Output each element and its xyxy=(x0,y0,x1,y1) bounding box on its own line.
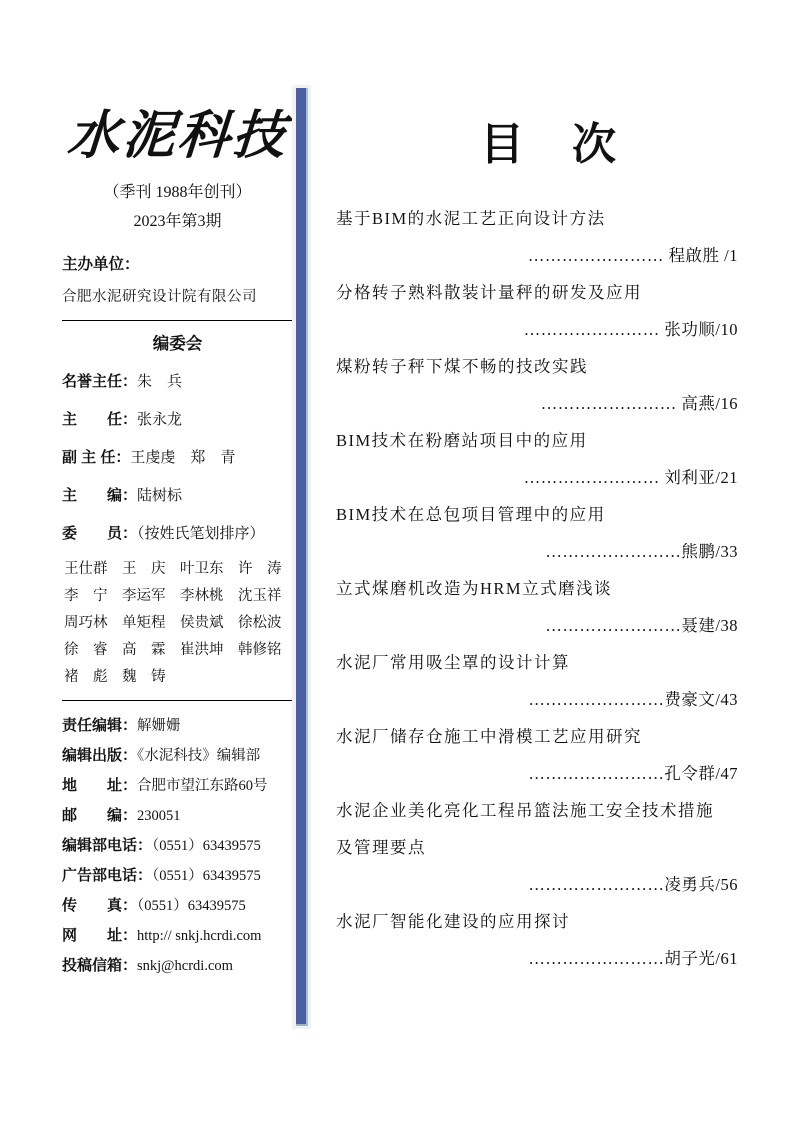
imprint-row-label: 广告部电话： xyxy=(62,867,153,884)
toc-entry-author: ……………………凌勇兵/56 xyxy=(528,875,738,894)
toc-entry-title: 基于BIM的水泥工艺正向设计方法 xyxy=(336,209,606,228)
board-row-value: 朱 兵 xyxy=(137,374,183,390)
toc-entry-title: BIM技术在总包项目管理中的应用 xyxy=(336,505,606,524)
imprint-row-value: （0551）63439575 xyxy=(137,898,246,914)
member-name: 许 涛 xyxy=(238,561,282,577)
imprint-row-ad-phone xyxy=(62,865,293,887)
toc-entry-author: ……………………胡子光/61 xyxy=(528,949,738,968)
board-row-value: （按姓氏笔划排序） xyxy=(137,526,265,542)
imprint-row-label: 责任编辑： xyxy=(62,717,138,734)
board-row-label: 委 员： xyxy=(62,525,138,542)
member-name: 褚 彪 xyxy=(64,669,108,685)
toc-column xyxy=(336,118,762,977)
toc-entry-author: …………………… 程啟胜 /1 xyxy=(527,246,738,265)
imprint-row-label: 地 址： xyxy=(62,777,138,794)
imprint-section xyxy=(62,715,293,977)
accent-bar-frame xyxy=(292,85,311,1029)
board-row-value: 张永龙 xyxy=(137,412,183,428)
accent-divider-bar xyxy=(296,88,308,1026)
imprint-row-address xyxy=(62,775,293,797)
toc-list xyxy=(336,200,762,977)
imprint-row-label: 投稿信箱： xyxy=(62,957,138,974)
board-row-label: 主 编： xyxy=(62,487,138,504)
toc-entry-title: BIM技术在粉磨站项目中的应用 xyxy=(336,431,588,450)
toc-entry-title: 水泥厂常用吸尘罩的设计计算 xyxy=(336,653,570,672)
toc-entry-author: ……………………费豪文/43 xyxy=(528,690,738,709)
imprint-row-fax xyxy=(62,895,293,917)
toc-entry-author: ……………………聂建/38 xyxy=(545,616,738,635)
submission-email: snkj@hcrdi.com xyxy=(137,958,233,974)
website-url: http:// snkj.hcrdi.com xyxy=(137,928,262,944)
imprint-row-value: 《水泥科技》编辑部 xyxy=(137,748,261,764)
imprint-row-value: 合肥市望江东路60号 xyxy=(137,778,268,794)
journal-subtitle: （季刊 1988年创刊） xyxy=(103,184,252,201)
imprint-row-editorial-phone xyxy=(62,835,293,857)
imprint-row-label: 邮 编： xyxy=(62,807,138,824)
imprint-row-label: 编辑部电话： xyxy=(62,837,153,854)
imprint-row-submission-email xyxy=(62,955,293,977)
board-row-director xyxy=(62,408,293,432)
imprint-row-responsible-editor xyxy=(62,715,293,737)
member-name: 徐松波 xyxy=(238,615,282,631)
toc-entry-title: 立式煤磨机改造为HRM立式磨浅谈 xyxy=(336,579,613,598)
board-row-value: 王虔虔 郑 青 xyxy=(130,450,236,466)
toc-entry-author: ……………………熊鹏/33 xyxy=(545,542,738,561)
member-name: 李林桃 xyxy=(180,588,224,604)
sponsor-label: 主办单位： xyxy=(62,256,140,273)
member-name: 魏 铸 xyxy=(122,669,166,685)
board-row-label: 副 主 任： xyxy=(62,449,131,466)
imprint-row-publisher xyxy=(62,745,293,767)
divider-line-bottom xyxy=(62,700,293,701)
toc-entry-title-continued: 及管理要点 xyxy=(336,838,426,857)
board-row-honorary-director xyxy=(62,370,293,394)
member-name: 单矩程 xyxy=(122,615,166,631)
toc-entry-author: …………………… 高燕/16 xyxy=(540,394,738,413)
member-name: 侯贵斌 xyxy=(180,615,224,631)
toc-entry-author: ……………………孔令群/47 xyxy=(528,764,738,783)
divider-line-top xyxy=(62,320,293,321)
toc-entry-title: 分格转子熟料散装计量秤的研发及应用 xyxy=(336,283,642,302)
imprint-row-value: 230051 xyxy=(137,808,181,824)
member-name: 王 庆 xyxy=(122,561,166,577)
journal-issue: 2023年第3期 xyxy=(133,213,222,230)
board-row-members-note xyxy=(62,522,293,546)
member-name: 李 宁 xyxy=(64,588,108,604)
imprint-row-postcode xyxy=(62,805,293,827)
toc-entry-title: 煤粉转子秤下煤不畅的技改实践 xyxy=(336,357,588,376)
toc-entry-author: …………………… 张功顺/10 xyxy=(523,320,738,339)
toc-entry-author: …………………… 刘利亚/21 xyxy=(523,468,738,487)
member-name: 韩修铭 xyxy=(238,642,282,658)
board-row-label: 主 任： xyxy=(62,411,138,428)
imprint-row-label: 编辑出版： xyxy=(62,747,138,764)
member-name: 叶卫东 xyxy=(180,561,224,577)
member-name: 周巧林 xyxy=(64,615,108,631)
sponsor-name: 合肥水泥研究设计院有限公司 xyxy=(62,289,257,305)
member-name: 崔洪坤 xyxy=(180,642,224,658)
editorial-board-title: 编委会 xyxy=(152,335,203,353)
board-row-deputy-director xyxy=(62,446,293,470)
toc-title: 目 次 xyxy=(480,120,618,169)
imprint-row-label: 网 址： xyxy=(62,927,138,944)
imprint-row-label: 传 真： xyxy=(62,897,138,914)
member-name: 沈玉祥 xyxy=(238,588,282,604)
toc-entry-title: 水泥厂储存仓施工中滑模工艺应用研究 xyxy=(336,727,642,746)
board-row-chief-editor xyxy=(62,484,293,508)
imprint-row-value: （0551）63439575 xyxy=(152,838,261,854)
member-name: 李运军 xyxy=(122,588,166,604)
toc-entry-title: 水泥厂智能化建设的应用探讨 xyxy=(336,912,570,931)
imprint-row-value: （0551）63439575 xyxy=(152,868,261,884)
masthead-column xyxy=(62,98,293,977)
board-row-value: 陆树标 xyxy=(137,488,183,504)
member-name: 徐 睿 xyxy=(64,642,108,658)
member-name: 高 霖 xyxy=(122,642,166,658)
toc-entry-title: 水泥企业美化亮化工程吊篮法施工安全技术措施 xyxy=(336,801,714,820)
imprint-row-value: 解姗姗 xyxy=(137,718,181,734)
member-name: 王仕群 xyxy=(64,561,108,577)
imprint-row-website xyxy=(62,925,293,947)
board-members-grid xyxy=(64,558,293,688)
board-row-label: 名誉主任： xyxy=(62,373,138,390)
journal-title: 水泥科技 xyxy=(65,108,290,165)
